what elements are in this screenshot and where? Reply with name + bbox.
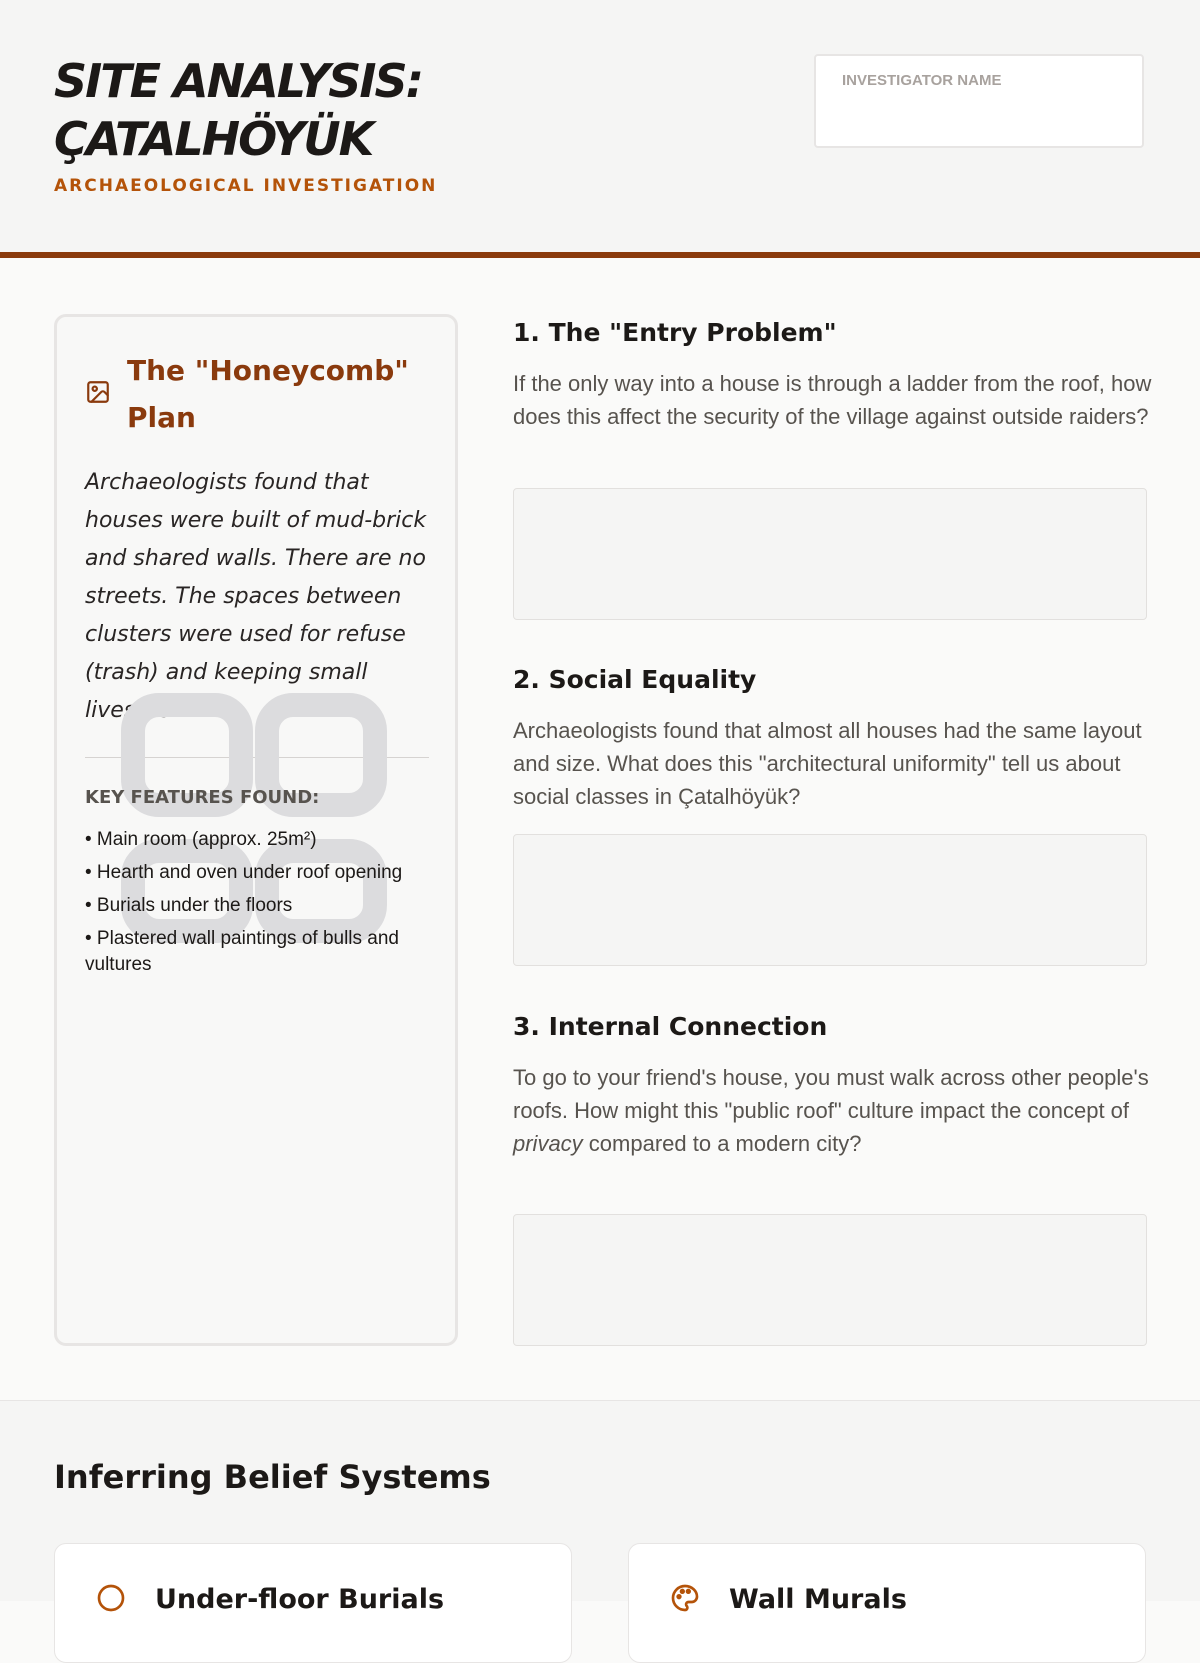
belief-section-title: Inferring Belief Systems [54, 1458, 491, 1496]
question-2-answer[interactable] [513, 834, 1147, 966]
question-3-answer[interactable] [513, 1214, 1147, 1346]
question-3-emphasis: privacy [513, 1131, 583, 1156]
card-title: The "Honeycomb" Plan [127, 354, 409, 434]
question-3-text-start: To go to your friend's house, you must walk across other people's roofs. How might this "public roof" culture impact the concept of [513, 1065, 1149, 1123]
features-heading: KEY FEATURES FOUND: [85, 787, 320, 808]
feature-item: • Hearth and oven under roof opening [85, 862, 403, 883]
investigator-name-input[interactable] [840, 106, 1128, 136]
title-line-2: ÇATALHÖYÜK [54, 112, 373, 166]
belief-card-title: Wall Murals [729, 1584, 907, 1615]
feature-item: • Main room (approx. 25m²) [85, 829, 317, 850]
page-header [0, 0, 1200, 258]
question-2-title: 2. Social Equality [513, 665, 757, 694]
title-line-1: SITE ANALYSIS: [54, 54, 422, 108]
circle-icon [95, 1582, 127, 1614]
feature-item: • Plastered wall paintings of bulls and vultures [85, 928, 400, 975]
page-subtitle: ARCHAEOLOGICAL INVESTIGATION [54, 176, 438, 196]
belief-card-title: Under-floor Burials [155, 1584, 445, 1615]
question-1-text: If the only way into a house is through a ladder from the roof, how does this affect the security of the village against outside raiders? [513, 371, 1152, 429]
question-1-answer[interactable] [513, 488, 1147, 620]
palette-icon [669, 1582, 701, 1614]
investigator-name-label: INVESTIGATOR NAME [842, 72, 1002, 89]
question-1-title: 1. The "Entry Problem" [513, 318, 837, 347]
card-divider [85, 757, 429, 758]
question-3-text-end: compared to a modern city? [582, 1131, 862, 1156]
feature-item: • Burials under the floors [85, 895, 293, 916]
question-3-title: 3. Internal Connection [513, 1012, 828, 1041]
question-3-text [513, 1061, 1153, 1160]
card-description: Archaeologists found that houses were built of mud-brick and shared walls. There are no streets. The spaces between clusters were used for refuse (trash) and keeping small livestock. [85, 470, 427, 723]
image-icon [85, 379, 111, 405]
page-title [54, 52, 422, 168]
honeycomb-plan-card [54, 314, 458, 1346]
investigator-name-box[interactable] [814, 54, 1144, 148]
belief-systems-section [0, 1400, 1200, 1615]
belief-card-burials [54, 1543, 572, 1663]
question-2-text: Archaeologists found that almost all houses had the same layout and size. What does this "architectural uniformity" tell us about social classes in Çatalhöyük? [513, 718, 1142, 809]
belief-card-murals [628, 1543, 1146, 1663]
features-list [85, 827, 415, 985]
